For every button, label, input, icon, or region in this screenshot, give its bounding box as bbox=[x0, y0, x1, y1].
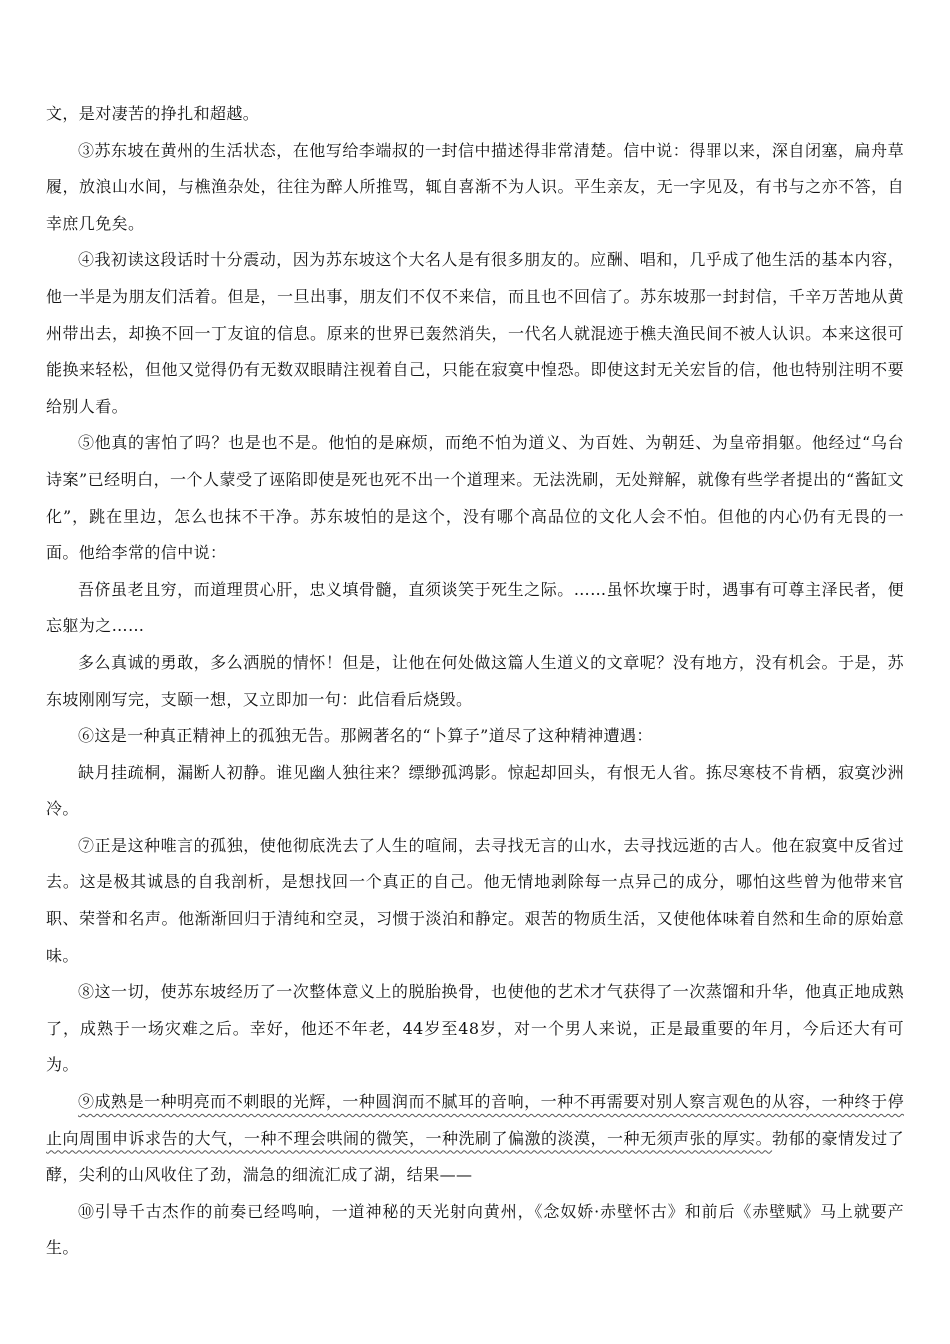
letter-quote: 吾侪虽老且穷，而道理贯心肝，忠义填骨髓，直须谈笑于死生之际。……虽怀坎壈于时，遇事有可尊主泽民者，便忘躯为之…… bbox=[46, 579, 904, 636]
paragraph-5-continued: 多么真诚的勇敢，多么洒脱的情怀！但是，让他在何处做这篇人生道义的文章呢？没有地方，没有机会。于是，苏东坡刚刚写完，支颐一想，又立即加一句：此信看后烧毁。 bbox=[46, 652, 904, 709]
paragraph-10: ⑩引导千古杰作的前奏已经鸣响，一道神秘的天光射向黄州，《念奴娇·赤壁怀古》和前后《赤壁赋》马上就要产生。 bbox=[46, 1201, 904, 1258]
paragraph-3: ③苏东坡在黄州的生活状态，在他写给李端叔的一封信中描述得非常清楚。信中说：得罪以来，深自闭塞，扁舟草履，放浪山水间，与樵渔杂处，往往为醉人所推骂，辄自喜渐不为人识。平生亲友，无一字见及，有书与之亦不答，自幸庶几免矣。 bbox=[46, 140, 904, 233]
paragraph-9 bbox=[46, 1084, 904, 1194]
paragraph-continuation: 文，是对凄苦的挣扎和超越。 bbox=[46, 104, 260, 123]
poem-quote: 缺月挂疏桐，漏断人初静。谁见幽人独往来？缥缈孤鸿影。惊起却回头，有恨无人省。拣尽寒枝不肯栖，寂寞沙洲冷。 bbox=[46, 762, 904, 819]
paragraph-5: ⑤他真的害怕了吗？也是也不是。他怕的是麻烦，而绝不怕为道义、为百姓、为朝廷、为皇帝捐躯。他经过“乌台诗案”已经明白，一个人蒙受了诬陷即使是死也死不出一个道理来。无法洗刷，无处辩解，就像有些学者提出的“酱缸文化”，跳在里边，怎么也抹不干净。苏东坡怕的是这个，没有哪个高品位的文化人会不怕。但他的内心仍有无畏的一面。他给李常的信中说： bbox=[46, 433, 904, 563]
paragraph-8: ⑧这一切，使苏东坡经历了一次整体意义上的脱胎换骨，也使他的艺术才气获得了一次蒸馏和升华，他真正地成熟了，成熟于一场灾难之后。幸好，他还不年老，44岁至48岁，对一个男人来说，正是最重要的年月，今后还大有可为。 bbox=[46, 982, 904, 1075]
paragraph-9-tail: 勃郁的豪情发过了酵，尖利的山风收住了劲，湍急的细流汇成了湖，结果—— bbox=[46, 1128, 904, 1185]
paragraph-4: ④我初读这段话时十分震动，因为苏东坡这个大名人是有很多朋友的。应酬、唱和，几乎成了他生活的基本内容，他一半是为朋友们活着。但是，一旦出事，朋友们不仅不来信，而且也不回信了。苏东坡那一封封信，千辛万苦地从黄州带出去，却换不回一丁友谊的信息。原来的世界已轰然消失，一代名人就混迹于樵夫渔民间不被人认识。本来这很可能换来轻松，但他又觉得仍有无数双眼睛注视着自己，只能在寂寞中惶恐。即使这封无关宏旨的信，他也特别注明不要给别人看。 bbox=[46, 250, 904, 416]
paragraph-6: ⑥这是一种真正精神上的孤独无告。那阙著名的“卜算子”道尽了这种精神遭遇： bbox=[78, 726, 653, 746]
paragraph-7: ⑦正是这种唯言的孤独，使他彻底洗去了人生的喧闹，去寻找无言的山水，去寻找远逝的古人。他在寂寞中反省过去。这是极其诚恳的自我剖析，是想找回一个真正的自己。他无情地剥除每一点异己的成分，哪怕这些曾为他带来官职、荣誉和名声。他渐渐回归于清纯和空灵，习惯于淡泊和静定。艰苦的物质生活，又使他体味着自然和生命的原始意味。 bbox=[46, 835, 904, 965]
underlined-text: ⑨成熟是一种明亮而不刺眼的光辉，一种圆润而不腻耳的音响，一种不再需要对别人察言观色的从容，一种终于停止向周围申诉求告的大气，一种不理会哄闹的微笑，一种洗刷了偏激的淡漠，一种无须声张的厚实。 bbox=[46, 1092, 904, 1148]
